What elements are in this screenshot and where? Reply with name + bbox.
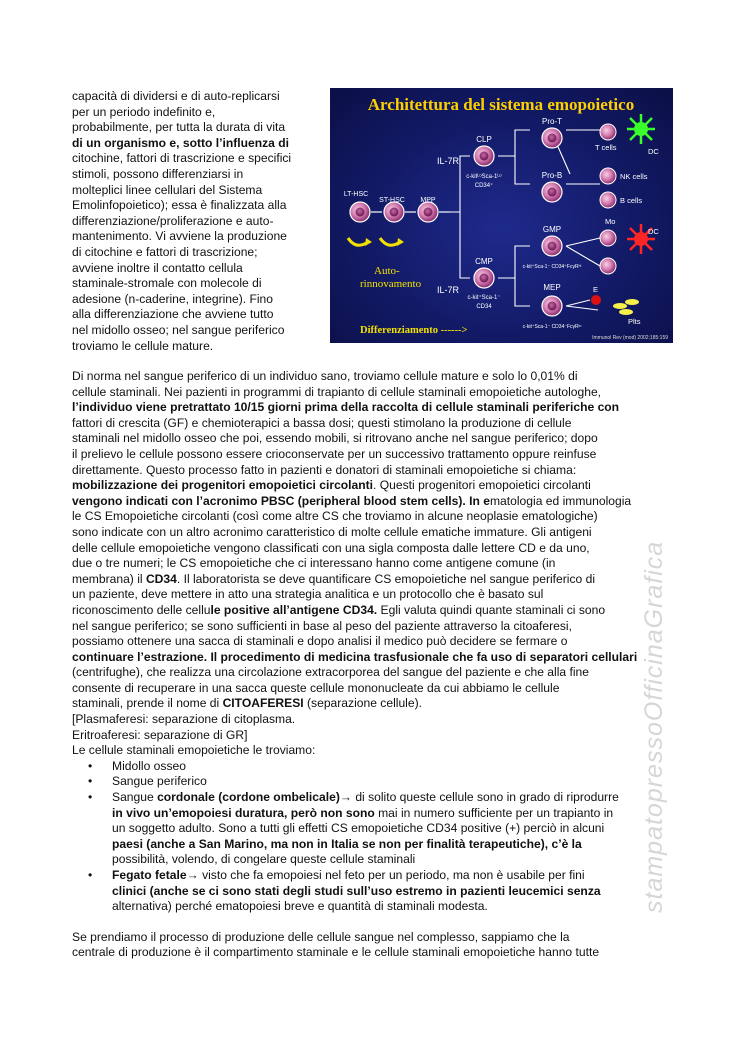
text-line xyxy=(72,743,674,759)
text-run: Di norma nel sangue periferico di un individuo sano, troviamo cellule mature e solo lo 0,01% di xyxy=(72,369,578,383)
text-run: → di solito queste cellule sono in grado di riprodurre xyxy=(339,790,619,805)
text-run: fattori di crescita (GF) e chemioterapici a bassa dosi; questi stimolano la produzione di cellule xyxy=(72,415,572,430)
text-run: continuare l’estrazione. Il procedimento di medicina trasfusionale che fa uso di separatori cellulari xyxy=(72,649,638,664)
text-run: . Questi progenitori emopoietici circolanti xyxy=(373,478,591,493)
left-column-line: staminale-stromale con molecole di xyxy=(72,276,262,291)
text-run: paesi (anche a San Marino, ma non in Italia se non per finalità terapeutiche), c’è la xyxy=(112,836,582,851)
text-line xyxy=(72,509,674,525)
text-line xyxy=(72,447,674,463)
label-st-hsc: ST-HSC xyxy=(379,197,405,204)
text-run: clinici (anche se ci sono stati degli studi sull’uso estremo in pazienti leucemici senza xyxy=(112,883,601,898)
hematopoiesis-figure xyxy=(330,88,673,343)
text-run: un soggetto adulto. Sono a tutti gli effetti CS emopoietiche CD34 positive (+) perciò in alcuni xyxy=(112,821,605,836)
text-run: mobilizzazione dei progenitori emopoietici circolanti xyxy=(72,478,374,493)
cell-erythrocyte xyxy=(591,295,601,305)
label-b-cells: B cells xyxy=(620,196,643,205)
left-column-line: Emolinfopoietico); essa è finalizzata alla xyxy=(72,198,287,213)
watermark: stampatopressoOfficinaGrafica xyxy=(640,540,668,913)
cmp-marker-1: c-kit⁺Sca-1⁻ xyxy=(467,295,501,301)
text-run: direttamente. Questo processo fatto in pazienti e donatori di staminali emopoietiche si chiama: xyxy=(72,462,577,477)
text-run: Fegato fetale xyxy=(112,868,187,882)
left-column-text xyxy=(72,89,324,354)
text-line xyxy=(72,369,674,385)
cell-t xyxy=(600,124,616,140)
text-run: un paziente, deve mettere in atto una strategia analitica e un protocollo che è basato sul xyxy=(72,587,544,602)
text-line xyxy=(112,852,674,868)
text-run: (centrifughe), che realizza una circolazione extracorporea del sangue del paziente e che alla fine xyxy=(72,665,589,680)
label-mpp: MPP xyxy=(420,197,436,204)
text-line xyxy=(72,712,674,728)
text-run: staminali nel midollo osseo che poi, essendo mobili, si ritrovano anche nel sangue periferico; dopo xyxy=(72,431,598,446)
label-t-cells: T cells xyxy=(595,143,617,152)
text-line xyxy=(72,431,674,447)
text-run: Eritroaferesi: separazione di GR] xyxy=(72,727,248,742)
text-run: Se prendiamo il processo di produzione delle cellule sangue nel complesso, sappiamo che la xyxy=(72,929,570,944)
label-cmp: CMP xyxy=(475,257,493,266)
text-line xyxy=(72,587,674,603)
text-line xyxy=(112,884,674,900)
left-column-line: alla differenziazione che avviene tutto xyxy=(72,307,274,322)
text-line xyxy=(72,385,674,401)
text-run: alternativa) perché ematopoiesi breve e quantità di staminali modesta. xyxy=(112,899,488,914)
text-run: Le cellule staminali emopoietiche le troviamo: xyxy=(72,743,316,758)
clp-marker-2: CD34⁺ xyxy=(474,183,494,189)
label-gmp: GMP xyxy=(542,225,562,234)
differentiation-label: Differenziamento ------> xyxy=(360,325,468,336)
left-column-line: troviamo le cellule mature. xyxy=(72,338,214,353)
text-run: il prelievo le cellule possono essere crioconservate per un successivo trattamento oppure reinfuse xyxy=(72,446,597,461)
text-line xyxy=(112,759,674,775)
lineage-lines xyxy=(450,130,600,310)
text-run: Sangue periferico xyxy=(112,774,207,789)
auto-renewal-label-2: rinnovamento xyxy=(360,278,422,290)
platelets-icon xyxy=(613,299,639,315)
text-run: le CS Emopoietiche circolanti (così come altre CS che troviamo in alcune neoplasie ematologiche) xyxy=(72,509,598,524)
figure-title: Architettura del sistema emopoietico xyxy=(367,95,635,114)
text-run: Midollo osseo xyxy=(112,758,186,773)
text-run: riconoscimento delle cellu xyxy=(72,602,211,617)
text-run: matologia ed immunologia xyxy=(489,493,632,508)
left-column-line: probabilmente, per tutta la durata di vita xyxy=(72,120,286,135)
cell-granulocyte xyxy=(600,258,616,274)
il7r-label-top: IL-7R xyxy=(437,156,460,166)
left-column-line: per un periodo indefinito e, xyxy=(72,104,216,119)
text-run: centrale di produzione è il compartimento staminale e le cellule staminali emopoietiche hanno tutte xyxy=(72,945,600,960)
text-line xyxy=(72,619,674,635)
clp-marker-1: c-kitᴸᵒSca-1ᴸᵒ xyxy=(466,174,502,180)
text-line xyxy=(72,665,674,681)
figure-citation: Immunol Rev (mod) 2002;185:159 xyxy=(592,335,668,341)
label-lt-hsc: LT-HSC xyxy=(343,191,369,198)
text-line xyxy=(72,650,674,666)
bullet-item xyxy=(72,868,674,915)
left-column-line: avviene inoltre il contatto cellula xyxy=(72,260,243,275)
cell-mo xyxy=(600,230,616,246)
bullet-list xyxy=(72,759,674,915)
text-run: (separazione cellule). xyxy=(303,696,422,711)
text-line xyxy=(72,400,674,416)
auto-renewal-label-1: Auto- xyxy=(374,265,400,277)
label-pro-b: Pro-B xyxy=(541,171,563,180)
text-line xyxy=(112,868,674,884)
text-line xyxy=(72,681,674,697)
text-run: in vivo un’emopoiesi duratura, però non sono xyxy=(112,805,375,820)
text-line xyxy=(72,728,674,744)
label-dc-top: DC xyxy=(648,147,659,156)
text-line xyxy=(112,774,674,790)
text-line xyxy=(72,463,674,479)
gmp-marker: c-kit⁺Sca-1⁻ CD34⁺FcγRʰⁱ xyxy=(522,264,582,270)
left-column-line: mantenimento. Vi avviene la produzione xyxy=(72,229,287,244)
left-column-line: citochine, fattori di trascrizione e specifici xyxy=(72,151,292,166)
text-run: → visto che fa emopoiesi nel feto per un periodo, ma non è usabile per fini xyxy=(186,868,585,882)
text-run: cordonale (cordone ombelicale) xyxy=(157,790,340,805)
self-renewal-arrows xyxy=(348,238,400,245)
bullet-item xyxy=(72,790,674,868)
text-run: l’individuo viene pretrattato 10/15 giorni prima della raccolta di cellule staminali periferiche con xyxy=(72,400,620,415)
bullet-item xyxy=(72,774,674,790)
text-run: mai in numero sufficiente per un trapianto in xyxy=(374,805,614,820)
text-run: . Il laboratorista se deve quantificare CS emopoietiche nel sangue periferico di xyxy=(176,571,596,586)
main-text xyxy=(72,369,674,961)
label-e: E xyxy=(593,285,599,294)
text-run: possibilità, volendo, di congelare queste cellule staminali xyxy=(112,852,416,867)
mep-marker: c-kit⁺Sca-1⁻ CD34⁻FcγRˡᵒ xyxy=(522,324,582,330)
text-line xyxy=(72,416,674,432)
il7r-label-bottom: IL-7R xyxy=(437,285,460,295)
left-column-line: stimoli, possono differenziarsi in xyxy=(72,166,244,181)
text-line xyxy=(72,556,674,572)
text-run: le positive all’antigene CD34. xyxy=(210,602,378,617)
text-run: CITOAFERESI xyxy=(222,696,304,711)
label-mo: Mo xyxy=(605,217,616,226)
text-run: membrana) il xyxy=(72,571,146,586)
left-column-line: di un organismo e, sotto l’influenza di xyxy=(72,135,290,150)
left-column-line: capacità di dividersi e di auto-replicarsi xyxy=(72,89,280,103)
cell-nk xyxy=(600,168,616,184)
left-column-line: differenziazione/proliferazione e auto- xyxy=(72,213,274,228)
left-column-line: di citochine e fattori di trascrizione; xyxy=(72,244,258,259)
label-nk-cells: NK cells xyxy=(620,172,648,181)
text-line xyxy=(72,603,674,619)
text-line xyxy=(112,790,674,806)
text-line xyxy=(112,837,674,853)
text-run: [Plasmaferesi: separazione di citoplasma. xyxy=(72,712,296,727)
text-run: nel sangue periferico; se sono sufficienti in base al peso del paziente attraverso la citoaferesi, xyxy=(72,618,572,633)
text-line xyxy=(72,696,674,712)
text-run: consente di recuperare in una sacca queste cellule mononucleate da cui abbiamo le cellule xyxy=(72,680,560,695)
left-column-line: nel midollo osseo; nel sangue periferico xyxy=(72,322,285,337)
text-line xyxy=(72,541,674,557)
text-run: Sangue xyxy=(112,790,158,805)
text-run: due o tre numeri; le CS emopoietiche che ci interessano hanno come antigene comune (in xyxy=(72,556,556,571)
text-run: cellule staminali. Nei pazienti in programmi di trapianto di cellule staminali emopoietiche autologhe, xyxy=(72,384,602,399)
text-run: delle cellule emopoietiche vengono classificati con una sigla composta dalle lettere CD e da uno, xyxy=(72,540,590,555)
label-plts: Plts xyxy=(628,317,641,326)
bullet-item xyxy=(72,759,674,775)
label-clp: CLP xyxy=(476,135,492,144)
text-line xyxy=(112,821,674,837)
figure-svg xyxy=(330,88,673,343)
text-run: vengono indicati con l’acronimo PBSC (peripheral blood stem cells). In e xyxy=(72,493,490,508)
text-run: possiamo ottenere una sacca di staminali e dopo analisi il medico può decidere se fermare o xyxy=(72,634,568,649)
text-line xyxy=(72,634,674,650)
stem-cell-row xyxy=(350,202,450,222)
closing-paragraph xyxy=(72,930,674,961)
text-run: CD34 xyxy=(145,571,177,586)
label-pro-t: Pro-T xyxy=(542,117,562,126)
text-line xyxy=(72,525,674,541)
text-line xyxy=(72,572,674,588)
label-mep: MEP xyxy=(543,283,561,292)
text-line xyxy=(72,494,674,510)
text-line xyxy=(72,930,674,946)
text-line xyxy=(72,478,674,494)
cell-b xyxy=(600,192,616,208)
text-run: staminali, prende il nome di xyxy=(72,696,223,711)
text-run: sono indicate con un altro acronimo caratteristico di molte cellule ematiche immature. Gli antigeni xyxy=(72,524,592,539)
body-paragraphs xyxy=(72,369,674,759)
text-line xyxy=(112,899,674,915)
text-line xyxy=(112,806,674,822)
label-dc-mid: DC xyxy=(648,227,659,236)
left-column-line: adesione (n-caderine, integrine). Fino xyxy=(72,291,274,306)
cmp-marker-2: CD34 xyxy=(476,304,492,310)
left-column-line: molteplici linee cellulari del Sistema xyxy=(72,182,263,197)
text-run: Egli valuta quindi quante staminali ci sono xyxy=(377,602,606,617)
text-line xyxy=(72,945,674,961)
